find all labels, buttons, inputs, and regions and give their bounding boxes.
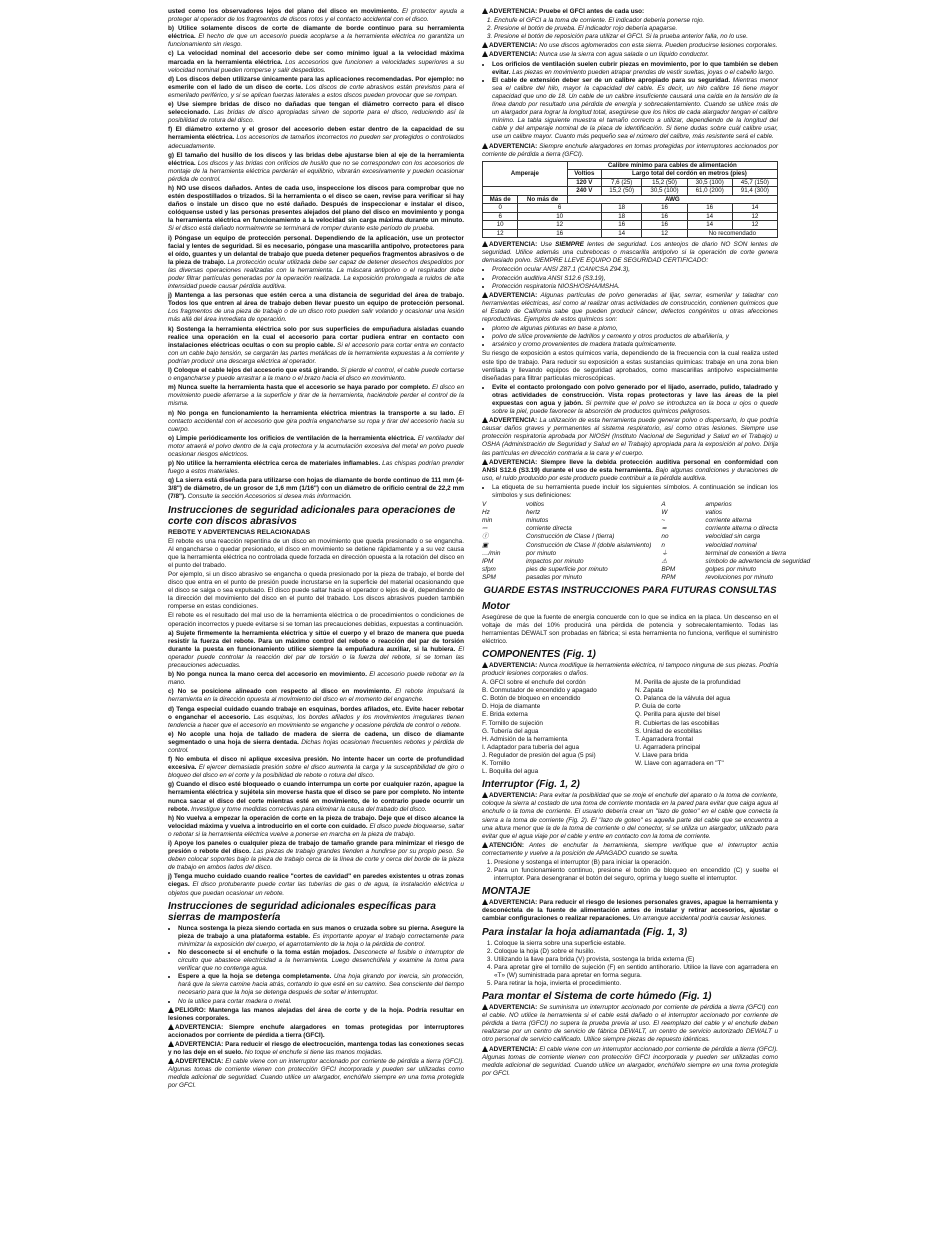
warning-wet-cut-gfci: ADVERTENCIA: Se suministra un interruptor accionado por corriente de pérdida a tierra (GFCI) con el cable. NO utilice la herramienta si el cable está dañado o el interruptor accionado por corriente de pérdida a tierra (GFCI) no supera la prueba previa al uso. El reemplazo del cable y el enchufe deben realizarse por un centro de servicio de fábrica DEWALT, un centro de servicio autorizado DEWALT u otro personal de servicio calificado. Utilice siempre piezas de repuesto idénticas. <box>482 1004 778 1044</box>
symbol-glyph: sfpm <box>482 565 496 573</box>
warning-assembly: ADVERTENCIA: Para reducir el riesgo de lesiones personales graves, apague la herramienta y desconéctela de la fuente de alimentación antes de instalar y retirar accesorios, ajustar o cambiar configuraciones o realizar reparaciones. Un arranque accidental podría causar lesiones. <box>482 899 778 923</box>
list-item: h) NO use discos dañados. Antes de cada uso, inspeccione los discos para comprobar que no estén despostillados o trizados. Si la herramienta o el disco se caen, revise para verificar si hay daños o instale un disco que no esté dañado. Después de inspeccionar e instalar el disco, colóquense usted y las personas presentes alejados del plano del disco en movimiento y ponga la herramienta eléctrica en funcionamiento a la velocidad sin carga máxima durante un minuto. Si el disco está dañado normalmente se terminará de romper durante este período de prueba. <box>168 184 464 233</box>
heading-wet-cut: Para montar el Sistema de corte húmedo (Fig. 1) <box>482 991 712 1003</box>
symbol-glyph: V <box>482 501 487 509</box>
table-row <box>483 229 778 238</box>
list-item: 1. Coloque la sierra sobre una superficie estable. <box>494 940 778 948</box>
component-item: Q. Perilla para ajuste del bisel <box>635 711 720 719</box>
component-item: B. Conmutador de encendido y apagado <box>482 687 597 695</box>
symbol-glyph: ⚠ <box>661 557 668 565</box>
component-item: E. Brida externa <box>482 711 528 719</box>
warning-icon <box>482 42 488 48</box>
symbol-entry <box>661 574 810 582</box>
table-title: Calibre mínimo para cables de alimentación <box>567 161 777 170</box>
list-item: 2. Coloque la hoja (D) sobre el husillo. <box>494 948 778 956</box>
symbols-table <box>482 501 811 582</box>
symbol-glyph: IPM <box>482 557 494 565</box>
table-row <box>483 221 778 230</box>
table-cell: 14 <box>687 221 732 230</box>
symbol-definition: por minuto <box>526 549 557 557</box>
table-cell: 30,5 (100) <box>687 178 732 187</box>
table-cell: 10 <box>518 212 602 221</box>
protection-list <box>482 266 778 290</box>
kickback-items-list <box>168 630 464 898</box>
list-item: m) Nunca suelte la herramienta hasta que el accesorio se haya parado por completo. El disco en movimiento puede aferrarse a la superficie y tirar de la herramienta, haciéndole perder el control de la misma. <box>168 384 464 408</box>
table-cell: 16 <box>642 212 687 221</box>
symbol-glyph: no <box>661 533 669 541</box>
component-item: S. Unidad de escobillas <box>635 727 702 735</box>
symbol-entry <box>482 566 651 574</box>
safety-items-list <box>168 25 464 501</box>
component-item: V. Llave para brida <box>635 751 689 759</box>
table-cell: 6 <box>483 212 518 221</box>
warning-icon <box>168 1007 174 1013</box>
symbol-entry <box>661 542 810 550</box>
table-cell: 0 <box>483 204 518 213</box>
list-item: • plomo de algunas pinturas en base a plomo, <box>492 325 778 333</box>
blade-install-steps <box>482 940 778 989</box>
symbol-entry <box>661 509 810 517</box>
component-item: O. Palanca de la válvula del agua <box>635 695 731 703</box>
rebote-paragraph-1: El rebote es una reacción repentina de un disco en movimiento que queda presionado o se engancha. Al engancharse o quedar presionado, el disco en movimiento se detiene rápidamente y a su vez causa que la herramienta eléctrica no controlada quede forzada en dirección opuesta a la rotación del disco en el punto del trabado. <box>168 537 464 569</box>
table-header-no-mas-de: No más de <box>518 195 567 204</box>
rebote-paragraph-3: El rebote es el resultado del mal uso de la herramienta eléctrica o de procedimientos o condiciones de operación incorrectos y puede evitarse si se toman las precauciones debidas, expuestas a continuación. <box>168 612 464 628</box>
gfci-test-steps <box>482 17 778 41</box>
right-column <box>482 8 811 1079</box>
table-cell: 45,7 (150) <box>732 178 777 187</box>
symbol-definition: velocidad nominal <box>705 541 757 549</box>
table-cell: 16 <box>642 221 687 230</box>
symbol-glyph: Hz <box>482 509 490 517</box>
component-item: P. Guía de corte <box>635 703 681 711</box>
symbol-entry <box>482 574 651 582</box>
component-item: K. Tornillo <box>482 760 510 768</box>
component-item: U. Agarradera principal <box>635 743 701 751</box>
list-item: b) No ponga nunca la mano cerca del accesorio en movimiento. El accesorio puede rebotar en la mano. <box>168 671 465 687</box>
list-item: 5. Para retirar la hoja, invierta el procedimiento. <box>494 980 778 988</box>
list-item: i) Póngase un equipo de protección personal. Dependiendo de la aplicación, use un protector facial y lentes de seguridad. Si es necesario, póngase una mascarilla antipolvo, protectores para el oído, guantes y un delantal de trabajo que pueda detener pequeños fragmentos abrasivos o de la pieza de trabajo. La protección ocular utilizada debe ser capaz de detener desechos despedidos por las diversas operaciones realizadas con la herramienta. La máscara antipolvo o el respirador debe poder filtrar partículas generadas por la operación realizada. La exposición prolongada a ruidos de alta intensidad puede causar pérdida auditiva. <box>168 234 465 291</box>
symbol-entry <box>482 501 651 509</box>
list-item: • No la utilice para cortar madera o metal. <box>178 998 464 1006</box>
heading-componentes: COMPONENTES (Fig. 1) <box>482 648 596 660</box>
list-item: • Protección auditiva ANSI S12.6 (S3.19), <box>492 275 778 283</box>
table-header-voltios: Voltios <box>567 170 601 179</box>
list-item: • No desconecte si el enchufe o la toma están mojados. Desconecte el fusible o interruptor de circuito que abastece electricidad a la herramienta. Luego desenchúfela y examine la toma para verificar que no contenga agua. <box>178 949 464 973</box>
component-item: T. Agarradera frontal <box>635 735 693 743</box>
symbol-definition: vatios <box>705 509 723 517</box>
warning-gfci-cable: ADVERTENCIA: El cable viene con un interruptor accionado por corriente de pérdida a tierra (GFCI). Algunas tomas de corriente vienen con protección GFCI incorporada y pueden ser utilizadas como medida adicional de seguridad. Cuando utilice un alargador, enchúfelo siempre en una toma protegida por GFCI. <box>168 1058 464 1090</box>
list-item: n) No ponga en funcionamiento la herramienta eléctrica mientras la transporte a su lado. El contacto accidental con el accesorio que gira podría engancharse su ropa y tirar del accesorio hacia su cuerpo. <box>168 409 464 433</box>
symbol-glyph: min <box>482 517 493 525</box>
table-row <box>483 212 778 221</box>
symbol-definition: corriente alterna <box>705 517 752 525</box>
warning-test-gfci: ADVERTENCIA: Pruebe el GFCI antes de cada uso: <box>482 8 778 16</box>
list-item: h) No vuelva a empezar la operación de corte en la pieza de trabajo. Deje que el disco alcance la velocidad máxima y vuelva a introducirlo en el corte con cuidado. El disco puede bloquearse, saltar o rebotar si la herramienta eléctrica vuelve a ponerse en marcha en la pieza de trabajo. <box>168 814 465 838</box>
table-cell: 15,2 (50) <box>642 178 687 187</box>
component-item: I. Adaptador para tubería del agua <box>482 743 579 751</box>
list-item: 1. Presione y sostenga el interruptor (B) para iniciar la operación. <box>494 859 778 867</box>
table-cell: 12 <box>732 212 777 221</box>
symbol-definition: golpes por minuto <box>705 565 757 573</box>
subheading-rebote: REBOTE Y ADVERTENCIAS RELACIONADAS <box>168 528 311 536</box>
list-item: 3. Presione el botón de reposición para utilizar el GFCI. Si la prueba anterior falla, no lo use. <box>494 33 778 41</box>
symbol-definition: amperios <box>705 501 732 509</box>
symbol-definition: minutos <box>526 517 549 525</box>
symbol-glyph: ⎓ <box>482 525 488 533</box>
table-cell: 12 <box>642 229 687 238</box>
warning-icon <box>482 51 488 57</box>
list-item: d) Los discos deben utilizarse únicamente para las aplicaciones recomendadas. Por ejemplo: no esmerile con el lado de un disco de corte. Los discos de corte abrasivos están previstos para el esmerilado periférico, y si se aplican fuerzas laterales a estos discos pueden provocar que se rompan. <box>168 75 464 99</box>
symbol-entry <box>661 533 810 541</box>
warning-dust-chemicals: ADVERTENCIA: Algunas partículas de polvo generadas al lijar, serrar, esmerilar y taladrar con herramientas eléctricas, así como al realizar otras actividades de construcción, contienen químicos que el Estado de California sabe que pueden producir cáncer, defectos congénitos u otras afecciones reproductivas. Ejemplos de estos químicos son: <box>482 291 778 324</box>
symbol-glyph: RPM <box>661 573 676 581</box>
warning-electrocution: ADVERTENCIA: Para reducir el riesgo de electrocución, mantenga todas las conexiones secas y no las deje en el suelo. No toque el enchufe si tiene las manos mojadas. <box>168 1040 464 1057</box>
list-item: g) El tamaño del husillo de los discos y las bridas debe ajustarse bien al eje de la herramienta eléctrica. Los discos y las bridas con orificios de husillo que no se corresponden con los accesorios de montaje de la herramienta eléctrica perderán el equilibrio, vibrarán excesivamente y pueden ocasionar pérdida de control. <box>168 151 465 183</box>
table-cell: 16 <box>687 204 732 213</box>
list-item: k) Sostenga la herramienta eléctrica solo por sus superficies de empuñadura aisladas cuando realice una operación en la cual el accesorio para cortar pudiera entrar en contacto con instalaciones eléctricas ocultas o con su propio cable. Si el accesorio para cortar entra en contacto con un cable bajo tensión, se cargarán las partes metálicas de la herramienta expuestas a la corriente y podrían producir una descarga eléctrica al operador. <box>168 325 465 365</box>
list-item: i) Apoye los paneles o cualquier pieza de trabajo de tamaño grande para minimizar el riesgo de presión o rebote del disco. Las piezas de trabajo grandes tienden a hundirse por su propio peso. Se deben colocar soportes bajo la pieza de trabajo cerca de la línea de corte y cerca del borde de la pieza de trabajo en ambos lados del disco. <box>168 840 464 872</box>
warning-icon <box>168 1041 174 1047</box>
component-item: A. GFCI sobre el enchufe del cordón <box>482 679 586 687</box>
list-item: 4. Para apretar gire el tornillo de sujeción (F) en sentido antihorario. Utilice la llave con agarradera en «T» (W) suministrada para apretar en forma segura. <box>494 964 778 980</box>
symbol-glyph: ~ <box>661 517 666 525</box>
warning-icon <box>482 842 488 848</box>
list-item: • Los orificios de ventilación suelen cubrir piezas en movimiento, por lo que también se deben evitar. Las piezas en movimiento pueden atrapar prendas de vestir sueltas, joyas o el cabello largo. <box>492 61 778 77</box>
symbol-glyph: BPM <box>661 565 676 573</box>
heading-interruptor: Interruptor (Fig. 1, 2) <box>482 779 580 791</box>
warning-salt-water: ADVERTENCIA: Nunca use la sierra con agua salada o un líquido conductor. <box>482 51 778 59</box>
symbol-glyph: Ⓘ <box>482 533 489 541</box>
table-cell: 16 <box>601 221 641 230</box>
table-header-awg: AWG <box>567 195 777 204</box>
table-header-amperaje: Amperaje <box>483 161 568 187</box>
list-item: e) No acople una hoja de tallado de madera de sierra de cadena, un disco de diamante segmentado o una hoja de sierra dentada. Dichas hojas ocasionan frecuentes rebotes y pérdida de control. <box>168 730 464 754</box>
list-item: • polvo de sílice proveniente de ladrillos y cemento y otros productos de albañilería, y <box>492 333 778 341</box>
symbol-entry <box>482 542 651 550</box>
caution-switch: ATENCIÓN: Antes de enchufar la herramienta, siempre verifique que el interruptor actúa correctamente y vuelve a la posición de APAGADO cuando se suelta. <box>482 841 778 857</box>
table-cell: 30,5 (100) <box>642 187 687 196</box>
avoid-contact-bullet: • Evite el contacto prolongado con polvo generado por el lijado, aserrado, pulido, taladrado y otras actividades de construcción. Vista ropas protectoras y lave las áreas de la piel expuestas con agua y jabón. Si permite que el polvo se introduzca en la boca u ojos o quede sobre la piel, puede favorecer la absorción de productos químicos peligrosos. <box>482 384 778 416</box>
warning-icon <box>168 1024 174 1030</box>
warning-safety-glasses: ADVERTENCIA: Use SIEMPRE lentes de seguridad. Los anteojos de diario NO SON lentes de seguridad. Utilice además una cubrebocas o mascarilla antipolvo si la operación de corte genera demasiado polvo. SIEMPRE LLEVE EQUIPO DE SEGURIDAD CERTIFICADO: <box>482 241 778 265</box>
components-list <box>482 679 778 776</box>
symbol-definition: hertz <box>526 509 541 517</box>
component-item: R. Cubiertas de las escobillas <box>635 719 720 727</box>
warning-icon <box>482 792 488 798</box>
list-item: • arsénico y cromo provenientes de madera tratada químicamente. <box>492 341 778 349</box>
table-cell: 12 <box>518 221 602 230</box>
rebote-paragraph-2: Por ejemplo, si un disco abrasivo se engancha o queda presionado por la pieza de trabajo, el borde del disco que entra en el punto de presión puede incrustarse en la superficie del material ocasionando que el disco se salga o sea expulsado. El disco puede saltar hacia el operador o lejos de él, dependiendo de la dirección del movimiento del disco en el punto del trabado. Los discos abrasivos pueden también romperse en estas condiciones. <box>168 571 464 611</box>
intro-paragraph: usted como los observadores lejos del plano del disco en movimiento. El protector ayuda a proteger al operador de los fragmentos de discos rotos y el contacto accidental con el disco. <box>168 8 464 24</box>
switch-steps <box>482 859 778 883</box>
symbol-entry <box>482 550 651 558</box>
table-cell: 6 <box>518 204 602 213</box>
list-item: 3. Utilizando la llave para brida (V) provista, sostenga la brida externa (E) <box>494 956 778 964</box>
label-symbols-intro: • La etiqueta de su herramienta puede incluir los siguientes símbolos. A continuación se indican los símbolos y sus definiciones: <box>482 484 778 500</box>
warning-icon <box>168 1058 174 1064</box>
list-item: p) No utilice la herramienta eléctrica cerca de materiales inflamables. Las chispas podrían prender fuego a estos materiales. <box>168 460 465 476</box>
symbol-definition: corriente directa <box>526 525 572 533</box>
component-item: L. Boquilla del agua <box>482 768 539 776</box>
list-item: 1. Enchufe el GFCI a la toma de corriente. El indicador debería ponerse rojo. <box>494 17 778 25</box>
symbol-definition: corriente alterna o directa <box>705 525 778 533</box>
symbol-glyph: ▣ <box>482 541 489 549</box>
exposure-risk-paragraph: Su riesgo de exposición a estos químicos varía, dependiendo de la frecuencia con la cual realiza usted este tipo de trabajo. Para reducir su exposición a estas sustancias químicas: trabaje en una zona bien ventilada y llevando equipos de seguridad aprobados, como mascarillas antipolvo especialmente diseñadas para filtrar partículas microscópicas. <box>482 350 778 382</box>
heading-install-blade: Para instalar la hoja adiamantada (Fig. 1, 3) <box>482 926 688 938</box>
table-cell: 14 <box>601 229 641 238</box>
symbol-definition: revoluciones por minuto <box>705 573 774 581</box>
warning-icon <box>482 662 488 668</box>
list-item: • Espere a que la hoja se detenga completamente. Una hoja girando por inercia, sin protección, hará que la sierra camine hacia atrás, cortando lo que esté en su camino. Sea consciente del tiempo necesario para que la hoja se detenga después de soltar el interruptor. <box>178 973 464 997</box>
table-voltage-240: 240 V <box>567 187 601 196</box>
table-voltage-120: 120 V <box>567 178 601 187</box>
symbol-entry <box>482 533 651 541</box>
symbol-entry <box>661 501 810 509</box>
list-item: b) Utilice solamente discos de corte de diamante de borde continuo para su herramienta eléctrica. El hecho de que un accesorio pueda acoplarse a la herramienta eléctrica no garantiza un funcionamiento sin riesgo. <box>168 25 465 49</box>
table-cell: 12 <box>732 221 777 230</box>
warning-icon <box>482 8 488 14</box>
symbol-entry <box>661 525 810 533</box>
component-item: H. Admisión de la herramienta <box>482 735 568 743</box>
left-column <box>168 8 464 1092</box>
list-item: q) La sierra está diseñada para utilizarse con hojas de diamante de borde continuo de 111 mm (4-3/8") de diámetro, de un grosor de 1,6 mm (1/16") con un diámetro de orificio central de 22,2 mm (7/8"). Consulte la sección Accesorios si desea más información. <box>168 477 464 501</box>
heading-montaje: MONTAJE <box>482 886 531 898</box>
list-item: e) Use siempre bridas de disco no dañadas que tengan el diámetro correcto para el disco seleccionado. Las bridas de disco apropiadas sirven de soporte para el disco, reduciendo así la posibilidad de rotura del disco. <box>168 101 464 125</box>
list-item: o) Limpie periódicamente los orificios de ventilación de la herramienta eléctrica. El ventilador del motor atraerá el polvo dentro de la caja protectora y la acumulación excesiva del metal en polvo puede ocasionar riesgos eléctricos. <box>168 434 465 458</box>
danger-notice: PELIGRO: Mantenga las manos alejadas del área de corte y de la hoja. Podría resultar en lesiones corporales. <box>168 1006 464 1022</box>
symbol-entry <box>661 558 810 566</box>
list-item: • El cable de extensión deber ser de un calibre apropiado para su seguridad. Mientras menor sea el calibre del hilo, mayor la capacidad del cable. Es decir, un hilo calibre 16 tiene mayor capacidad que uno de 18. Un cable de un calibre insuficiente causará una caída en la tensión de la línea dando por resultado una pérdida de energía y sobrecalentamiento. Cuando se utilice más de un alargador para lograr la longitud total, asegúrese que los hilos de cada alargador tengan el calibre mínimo. La tabla siguiente muestra el tamaño correcto a utilizar, dependiendo de la longitud del cable y del amperaje nominal de la placa de identificación. Si tiene dudas sobre cuál calibre usar, use un calibre mayor. Cuanto más pequeño sea el número del calibre, más resistente será el cable. <box>492 77 778 142</box>
component-item: M. Perilla de ajuste de la profundidad <box>635 679 741 687</box>
list-item: j) Mantenga a las personas que estén cerca a una distancia de seguridad del área de trabajo. Todos los que entren al área de trabajo deben llevar puesto un equipo de protección personal. Los fragmentos de una pieza de trabajo o de un disco roto pueden salir volando y ocasionar una lesión más allá del área inmediata de operación. <box>168 292 465 324</box>
symbol-glyph: ⏚ <box>661 549 668 557</box>
list-item: f) El diámetro externo y el grosor del accesorio deben estar dentro de la capacidad de su herramienta eléctrica. Los accesorios de tamaños incorrectos no pueden ser protegidos o controlados adecuadamente. <box>168 126 464 150</box>
heading-motor: Motor <box>482 600 510 612</box>
table-cell: 7,6 (25) <box>601 178 641 187</box>
component-item: C. Botón de bloqueo en encendido <box>482 695 581 703</box>
component-item: J. Regulador de presión del agua (5 psi) <box>482 751 596 759</box>
symbol-entry <box>482 509 651 517</box>
symbol-definition: pies de superficie por minuto <box>526 565 608 573</box>
symbol-definition: Construcción de Clase II (doble aislamiento) <box>526 541 652 549</box>
cable-gauge-table <box>482 161 778 239</box>
table-header-largo: Largo total del cordón en metros (pies) <box>601 170 777 179</box>
list-item: • Protección respiratoria NIOSH/OSHA/MSHA. <box>492 283 778 291</box>
warning-switch-drip-loop: ADVERTENCIA: Para evitar la posibilidad que se moje el enchufe del aparato o la toma de corriente, coloque la sierra al costado de una toma de corriente montada en la pared para evitar que caiga agua al enchufe o la toma de corriente. El usuario debería crear un "lazo de goteo" en el cable que conecta la sierra a la toma de corriente (Fig. 2). El "lazo de goteo" es aquella parte del cable que se encuentra a una altura menor que la de la toma de corriente o del conector, si se utiliza un alargador, utilizado para evitar que el agua viaje por el cable y entre en contacto con la toma de corriente. <box>482 792 778 840</box>
component-item: W. Llave con agarradera en "T" <box>635 760 724 768</box>
table-cell: No recomendado <box>687 229 777 238</box>
symbol-entry <box>661 517 810 525</box>
warning-components: ADVERTENCIA: Nunca modifique la herramienta eléctrica, ni tampoco ninguna de sus piezas. Podría producir lesiones corporales o daños. <box>482 661 778 677</box>
list-item: 2. Presione el botón de prueba. El indicador rojo debería apagarse. <box>494 25 778 33</box>
component-item: N. Zapata <box>635 687 664 695</box>
table-cell: 61,0 (200) <box>687 187 732 196</box>
symbol-definition: impactos por minuto <box>526 557 584 565</box>
table-header-mas-de: Más de <box>483 195 518 204</box>
symbol-definition: voltios <box>526 501 545 509</box>
table-cell: 14 <box>732 204 777 213</box>
symbol-glyph: …/min <box>482 549 501 557</box>
ventilation-cable-bullets <box>482 61 778 142</box>
table-cell: 14 <box>687 212 732 221</box>
list-item: • Nunca sostenga la pieza siendo cortada en sus manos o cruzada sobre su pierna. Asegure la pieza de trabajo a una plataforma estable. Es importante apoyar el trabajo correctamente para minimizar la exposición del cuerpo, el agarrotamiento de la hoja o la pérdida de control. <box>178 925 464 949</box>
symbol-glyph: W <box>661 509 668 517</box>
symbol-entry <box>661 566 810 574</box>
symbol-glyph: SPM <box>482 573 496 581</box>
list-item: d) Tenga especial cuidado cuando trabaje en esquinas, bordes afilados, etc. Evite hacer rebotar o enganchar el accesorio. Las esquinas, los bordes afilados y los movimientos irregulares tienen tendencia a hacer que el accesorio en movimiento se enganche y ocasione pérdida de control o rebote. <box>168 705 464 729</box>
list-item: g) Cuando el disco esté bloqueado o cuando interrumpa un corte por cualquier razón, apague la herramienta eléctrica y sujétela sin moverse hasta que el disco se pare por completo. No intente nunca sacar el disco del corte mientras esté en movimiento, de lo contrario puede ocurrir un rebote. Investigue y tome medidas correctivas para eliminar la causa del trabado del disco. <box>168 781 464 813</box>
table-row <box>483 204 778 213</box>
warning-icon <box>482 417 488 423</box>
list-item: 2. Para un funcionamiento continuo, presione el botón de bloqueo en encendido (C) y suelte el interruptor. Para desengranar el botón del seguro, oprima y luego suelte el interruptor. <box>494 867 778 883</box>
table-cell: 91,4 (300) <box>732 187 777 196</box>
warning-hearing: ADVERTENCIA: Siempre lleve la debida protección auditiva personal en conformidad con ANSI S12.6 (S3.19) durante el uso de esta herramienta. Bajo algunas condiciones y duraciones de uso, el ruido producido por este producto puede contribuir a la pérdida auditiva. <box>482 458 778 482</box>
symbol-definition: Construcción de Clase I (tierra) <box>526 533 615 541</box>
symbol-glyph: ≂ <box>661 525 667 533</box>
symbol-entry <box>661 550 810 558</box>
symbol-glyph: A <box>661 501 666 509</box>
table-cell: 18 <box>601 204 641 213</box>
save-instructions-banner: GUARDE ESTAS INSTRUCCIONES PARA FUTURAS CONSULTAS <box>483 585 777 597</box>
warning-icon <box>482 143 488 149</box>
table-cell: 12 <box>483 229 518 238</box>
list-item: c) No se posicione alineado con respecto al disco en movimiento. El rebote impulsará la herramienta en la dirección opuesta al movimiento del disco en el momento del enganche. <box>168 688 464 704</box>
warning-respiratory: ADVERTENCIA: La utilización de esta herramienta puede generar polvo o dispersarlo, lo que podría causar daños graves y permanentes al sistema respiratorio, así como otras lesiones. Siempre use protección respiratoria aprobada por NIOSH (Instituto Nacional de Seguridad y Salud en el Trabajo) u OSHA (Administración de Seguridad y Salud en el Trabajo) apropiada para la exposición al polvo. Dirija las partículas en dirección contraria a la cara y el cuerpo. <box>482 417 778 457</box>
component-item: F. Tornillo de sujeción <box>482 719 543 727</box>
warning-gfci-extension: ADVERTENCIA: Siempre enchufe alargadores en tomas protegidas por interruptores accionados por corriente de pérdida a tierra (GFCI). <box>168 1023 464 1039</box>
warning-extension-gfci: ADVERTENCIA: Siempre enchufe alargadores en tomas protegidas por interruptores accionados por corriente de pérdida a tierra (GFCI). <box>482 142 778 158</box>
component-item: G. Tubería del agua <box>482 727 539 735</box>
symbol-definition: pasadas por minuto <box>526 573 583 581</box>
warning-icon <box>482 459 488 465</box>
table-cell: 16 <box>518 229 602 238</box>
symbol-glyph: n <box>661 541 665 549</box>
warning-icon <box>482 292 488 298</box>
warning-agglomerated-discs: ADVERTENCIA: No use discos aglomerados con esta sierra. Pueden producirse lesiones corporales. <box>482 42 778 50</box>
table-cell: 18 <box>601 212 641 221</box>
symbol-entry <box>482 517 651 525</box>
list-item: a) Sujete firmemente la herramienta eléctrica y sitúe el cuerpo y el brazo de manera que pueda resistir la fuerza del rebote. Para un máximo control del rebote o reacción del par de torsión durante la puesta en funcionamiento utilice siempre la empuñadura auxiliar, si la hubiera. El operador puede controlar la reacción del par de torsión o la fuerza del rebote, si se toman las precauciones adecuadas. <box>168 629 464 670</box>
warning-icon <box>482 1046 488 1052</box>
warning-icon <box>482 1004 488 1010</box>
motor-paragraph: Asegúrese de que la fuente de energía concuerde con lo que se indica en la placa. Un descenso en el voltaje de más del 10% producirá una pérdida de potencia y sobrecalentamiento. Todas las herramientas DEWALT son probadas en fábrica; si esta herramienta no funciona, verifique el suministro eléctrico. <box>482 613 778 645</box>
masonry-bullet-list <box>168 925 464 1006</box>
table-cell: 10 <box>483 221 518 230</box>
section-heading-mamposteria: Instrucciones de seguridad adicionales específicas para sierras de mampostería <box>168 900 436 923</box>
table-cell: 16 <box>642 204 687 213</box>
symbol-definition: velocidad sin carga <box>705 533 761 541</box>
table-cell: 15,2 (50) <box>601 187 641 196</box>
list-item: l) Coloque el cable lejos del accesorio que está girando. Si pierde el control, el cable puede cortarse o engancharse y puede arrastrar a la mano o el brazo hacia el disco en movimiento. <box>168 367 464 383</box>
warning-wet-cut-cable: ADVERTENCIA: El cable viene con un interruptor accionado por corriente de pérdida a tierra (GFCI). Algunas tomas de corriente vienen con protección GFCI incorporada y pueden ser utilizadas como medida adicional de seguridad. Cuando utilice un alargador, enchúfelo siempre en una toma protegida por GFCI. <box>482 1045 778 1077</box>
list-item: j) Tenga mucho cuidado cuando realice "cortes de cavidad" en paredes existentes u otras zonas ciegas. El disco protuberante puede cortar las tuberías de gas o de agua, la instalación eléctrica u objetos que puedan ocasionar un rebote. <box>168 873 464 897</box>
symbol-definition: terminal de conexión a tierra <box>705 549 787 557</box>
warning-icon <box>482 241 488 247</box>
component-item: D. Hoja de diamante <box>482 703 541 711</box>
warning-icon <box>482 899 488 905</box>
chemical-list <box>482 325 778 349</box>
list-item: • Protección ocular ANSI Z87.1 (CAN/CSA Z94.3), <box>492 266 778 274</box>
list-item: c) La velocidad nominal del accesorio debe ser como mínimo igual a la velocidad máxima marcada en la herramienta eléctrica. Los accesorios que funcionen a velocidades superiores a su velocidad nominal pueden romperse y salir despedidos. <box>168 50 464 74</box>
list-item: f) No embuta el disco ni aplique excesiva presión. No intente hacer un corte de profundidad excesiva. El ejercer demasiada presión sobre el disco aumenta la carga y la susceptibilidad de giro o bloqueo del disco en el corte y la posibilidad de rebote o rotura del disco. <box>168 756 464 780</box>
symbol-entry <box>482 558 651 566</box>
section-heading-abrasivos: Instrucciones de seguridad adicionales para operaciones de corte con discos abrasivos <box>168 504 456 527</box>
symbol-definition: símbolo de advertencia de seguridad <box>705 557 811 565</box>
